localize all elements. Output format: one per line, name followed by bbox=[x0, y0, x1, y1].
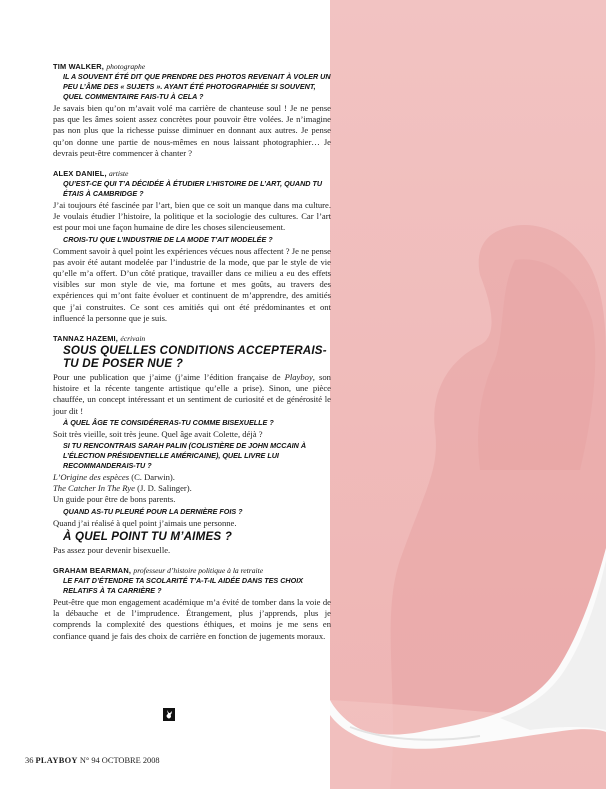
interviewer-role: artiste bbox=[109, 169, 129, 179]
answer: J’ai toujours été fascinée par l’art, bien que ce soit un manque dans ma culture. Je voulais étudier l’histoire, la politique et la sociologie des cultures. Car l’art est pour moi une façon humaine de dire les choses silencieusement. bbox=[53, 200, 331, 233]
answer: Je savais bien qu’on m’avait volé ma carrière de chanteuse soul ! Je ne pense pas que les âmes soient assez concrètes pour pouvoir être volées. Je n’imagine pas non plus que la richesse puisse diminuer en donnant aux autres. Je pense qu’on donne une partie de nous-mêmes en nous laissant photographier… Je devrais peut-être commencer à chanter ? bbox=[53, 103, 331, 158]
question-large: SOUS QUELLES CONDITIONS ACCEPTERAIS-TU DE POSER NUE ? bbox=[63, 344, 327, 371]
question: À QUEL ÂGE TE CONSIDÉRERAS-TU COMME BISEXUELLE ? bbox=[63, 417, 274, 427]
interview-tannaz-hazemi bbox=[53, 334, 331, 556]
interviewer-name: TANNAZ HAZEMI, écrivain bbox=[53, 334, 146, 344]
interviewer-role: photographe bbox=[106, 62, 146, 71]
photo-illustration bbox=[330, 0, 606, 789]
playboy-bunny-icon bbox=[163, 708, 175, 721]
photo-legs-pink-background bbox=[330, 0, 606, 789]
answer: Peut-être que mon engagement académique m’a évité de tomber dans la voie de la débauche et de l’imprudence. Étrangement, plus j’apprends, plus je comprends la complexité des questions éthiques, et moins je me sens en confiance quand je fais des choix de carrière en fonction de jugements moraux. bbox=[53, 597, 331, 641]
answer: Pour une publication que j’aime (j’aime l’édition française de Playboy, son histoire et la récente tangente artistique qu’elle a prise). Sinon, une pièce chauffée, un concept intéressant et un sentiment de curiosité et de générosité le jour dit ! bbox=[53, 372, 331, 416]
interview-graham-bearman bbox=[53, 566, 331, 642]
question: LE FAIT D’ÉTENDRE TA SCOLARITÉ T’A-T-IL AIDÉE DANS TES CHOIX RELATIFS À TA CARRIÈRE ? bbox=[63, 576, 303, 596]
question: CROIS-TU QUE L’INDUSTRIE DE LA MODE T’AIT MODELÉE ? bbox=[63, 234, 273, 244]
interviewer-name: TIM WALKER, photographe bbox=[53, 62, 146, 71]
answer: Pas assez pour devenir bisexuelle. bbox=[53, 544, 171, 555]
page-footer bbox=[25, 756, 160, 765]
interviewer-role: écrivain bbox=[120, 334, 146, 344]
question: QU’EST-CE QUI T’A DÉCIDÉE À ÉTUDIER L’HISTOIRE DE L’ART, QUAND TU ÉTAIS À CAMBRIDGE ? bbox=[63, 179, 323, 199]
interviewer-role: professeur d’histoire politique à la retraite bbox=[133, 566, 264, 576]
question: QUAND AS-TU PLEURÉ POUR LA DERNIÈRE FOIS ? bbox=[63, 506, 243, 516]
question: SI TU RENCONTRAIS SARAH PALIN (COLISTIÈRE DE JOHN MCCAIN À L’ÉLECTION PRÉSIDENTIELLE AMÉRICAINE), QUEL LIVRE LUI RECOMMANDERAIS-TU ? bbox=[63, 441, 307, 471]
interviewer-name: ALEX DANIEL, artiste bbox=[53, 169, 129, 179]
answer-book-1: L’Origine des espèces (C. Darwin). bbox=[53, 472, 175, 483]
page-number: 36 bbox=[25, 756, 34, 765]
question-large: À QUEL POINT TU M’AIMES ? bbox=[63, 529, 233, 543]
answer-book-2: The Catcher In The Rye (J. D. Salinger). bbox=[53, 483, 192, 494]
answer: Soit très vieille, soit très jeune. Quel âge avait Colette, déjà ? bbox=[53, 428, 263, 439]
interviewer-name: GRAHAM BEARMAN, professeur d’histoire politique à la retraite bbox=[53, 566, 264, 576]
interview-tim-walker bbox=[53, 62, 331, 159]
magazine-name: PLAYBOY bbox=[35, 756, 78, 765]
issue-info: N° 94 OCTOBRE 2008 bbox=[79, 756, 160, 765]
question: IL A SOUVENT ÉTÉ DIT QUE PRENDRE DES PHOTOS REVENAIT À VOLER UN PEU L’ÂME DES « SUJETS ». AYANT ÉTÉ PHOTOGRAPHIÉE SI SOUVENT, QUEL COMMENTAIRE FAIS-TU À CELA ? bbox=[63, 72, 331, 101]
answer: Comment savoir à quel point les expériences vécues nous affectent ? Je ne pense pas avoir été autant modelée par l’industrie de la mode, que par le style de vie qu’elle m’a offert. D’un côté pratique, travailler dans ce milieu a eu des effets visibles sur mon style de vie, ma fortune et mes goûts, au travers des expériences qui m’ont faite évoluer et continuent de m’apprendre, des amitiés que j’ai construites. Ce sont ces amitiés qui ont été prédominantes et ont influencé la personne que je suis. bbox=[53, 245, 331, 323]
answer: Un guide pour être de bons parents. bbox=[53, 494, 176, 505]
answer: Quand j’ai réalisé à quel point j’aimais une personne. bbox=[53, 517, 237, 528]
interview-column bbox=[53, 62, 331, 643]
interview-alex-daniel bbox=[53, 169, 331, 324]
